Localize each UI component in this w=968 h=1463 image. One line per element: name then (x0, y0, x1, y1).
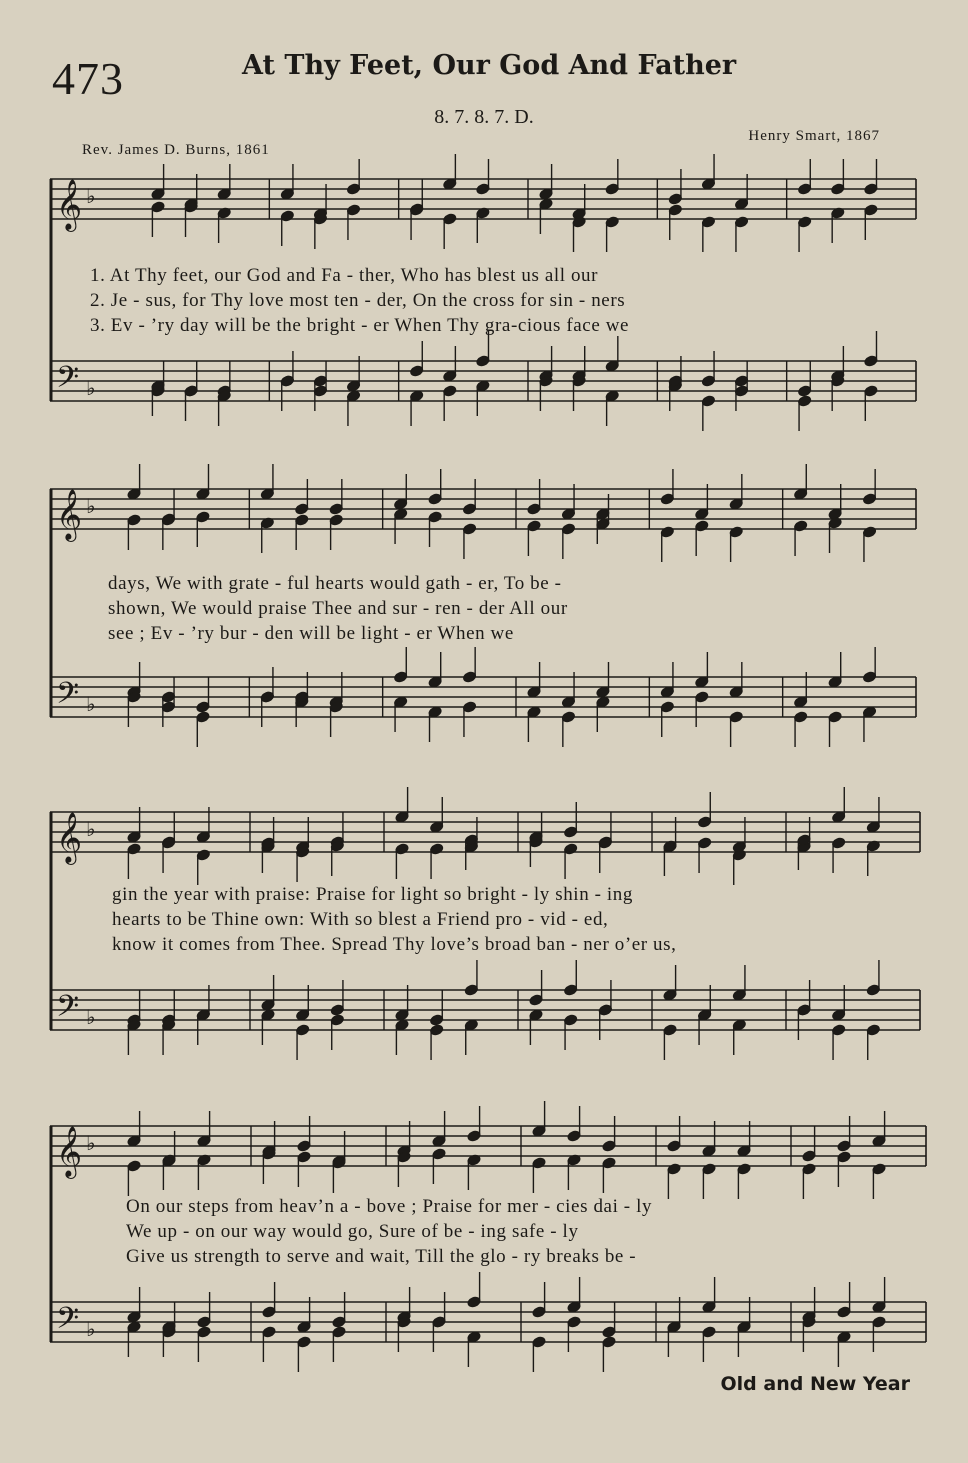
lyric-line-verse-1: On our steps from heav’n a - bove ; Praise for mer - cies dai - ly (126, 1196, 653, 1217)
treble-clef-icon: 𝄞 (56, 812, 83, 863)
staff (50, 1272, 926, 1372)
flat-icon: ♭ (86, 494, 96, 518)
staff (50, 1101, 926, 1199)
lyric-line-verse-1: 1. At Thy feet, our God and Fa - ther, Who has blest us all our (90, 265, 599, 286)
lyric-line-verse-3: 3. Ev - ’ry day will be the bright - er When Thy gra-cious face we (90, 315, 630, 336)
lyric-line-verse-3: know it comes from Thee. Spread Thy love’s broad ban - ner o’er us, (112, 934, 677, 955)
bass-clef-icon: 𝄢 (56, 990, 80, 1031)
hymn-author: Rev. James D. Burns, 1861 (82, 142, 270, 158)
flat-icon: ♭ (86, 376, 96, 400)
hymn-title: At Thy Feet, Our God And Father (242, 50, 737, 81)
flat-icon: ♭ (86, 1131, 96, 1155)
staff (50, 647, 916, 747)
hymn-meter: 8. 7. 8. 7. D. (434, 106, 534, 128)
staff (50, 464, 916, 562)
treble-clef-icon: 𝄞 (56, 489, 83, 540)
lyric-line-verse-2: 2. Je - sus, for Thy love most ten - der, On the cross for sin - ners (90, 290, 626, 311)
lyric-line-verse-2: We up - on our way would go, Sure of be - ing safe - ly (126, 1221, 579, 1242)
lyric-line-verse-1: gin the year with praise: Praise for light so bright - ly shin - ing (112, 884, 633, 905)
flat-icon: ♭ (86, 817, 96, 841)
bass-clef-icon: 𝄢 (56, 361, 80, 402)
lyric-line-verse-3: Give us strength to serve and wait, Till the glo - ry breaks be - (126, 1246, 637, 1267)
flat-icon: ♭ (86, 184, 96, 208)
lyric-line-verse-2: shown, We would praise Thee and sur - ren - der All our (108, 598, 568, 619)
bass-clef-icon: 𝄢 (56, 677, 80, 718)
flat-icon: ♭ (86, 692, 96, 716)
treble-clef-icon: 𝄞 (56, 179, 83, 230)
section-label: Old and New Year (720, 1373, 910, 1395)
staff (50, 787, 920, 885)
flat-icon: ♭ (86, 1005, 96, 1029)
flat-icon: ♭ (86, 1317, 96, 1341)
hymn-composer: Henry Smart, 1867 (748, 128, 880, 144)
bass-clef-icon: 𝄢 (56, 1302, 80, 1343)
lyric-line-verse-1: days, We with grate - ful hearts would gath - er, To be - (108, 573, 562, 594)
hymn-number: 473 (52, 53, 124, 104)
lyric-line-verse-3: see ; Ev - ’ry bur - den will be light - er When we (108, 623, 514, 644)
treble-clef-icon: 𝄞 (56, 1126, 83, 1177)
staff (50, 960, 920, 1060)
lyric-line-verse-2: hearts to be Thine own: With so blest a Friend pro - vid - ed, (112, 909, 609, 930)
